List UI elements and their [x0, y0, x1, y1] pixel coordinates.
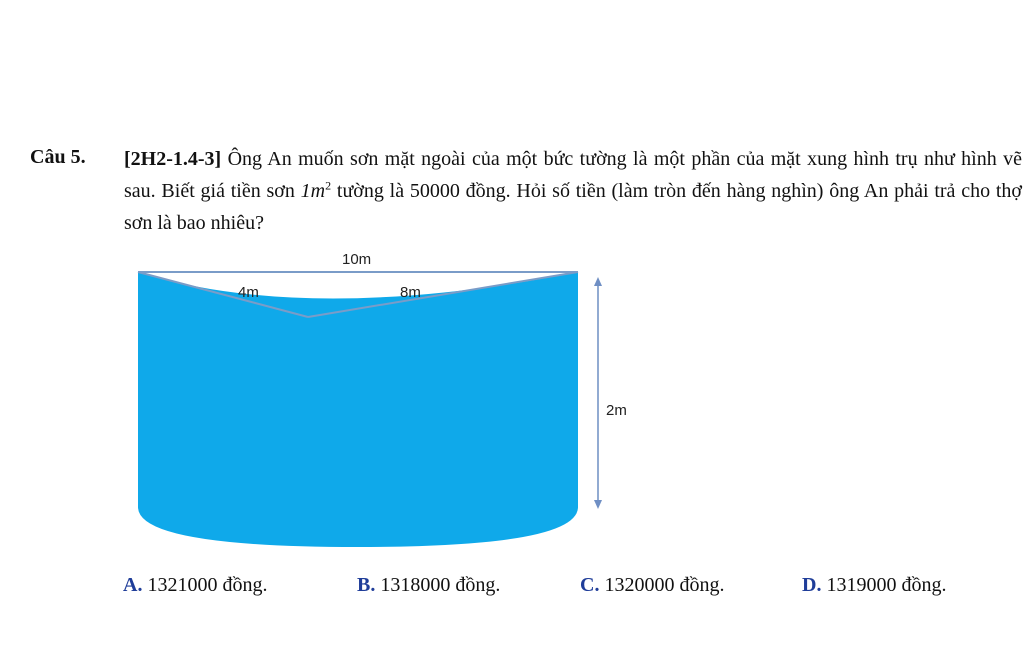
question-text-part2: tường là 50000 đồng. Hỏi số tiền (làm tròn đến hàng nghìn) ông An phải trả cho thợ sơn là bao nhiêu? — [124, 180, 1022, 234]
question-text — [124, 143, 1022, 239]
answer-d-letter: D. — [802, 574, 822, 596]
label-2m: 2m — [606, 402, 627, 419]
label-8m: 8m — [400, 284, 421, 301]
answer-a-letter: A. — [123, 574, 143, 596]
answer-a — [123, 574, 267, 597]
cylinder-wall-figure — [120, 245, 640, 555]
answer-d — [802, 574, 946, 597]
question-number: Câu 5. — [30, 146, 86, 168]
height-arrow-head-up — [594, 277, 602, 286]
label-10m: 10m — [342, 251, 372, 268]
answer-d-text: 1319000 đồng. — [821, 574, 947, 596]
answer-b — [357, 574, 500, 597]
answer-c-letter: C. — [580, 574, 600, 596]
answer-options — [0, 574, 1024, 614]
unit-exponent: 2 — [325, 178, 332, 193]
answer-c-text: 1320000 đồng. — [599, 574, 725, 596]
answer-c — [580, 574, 724, 597]
unit-base: 1m — [300, 180, 326, 202]
height-arrow-head-down — [594, 500, 602, 509]
answer-a-text: 1321000 đồng. — [142, 574, 268, 596]
answer-b-letter: B. — [357, 574, 376, 596]
figure-svg — [120, 245, 640, 555]
question-text-part1: Ông An muốn sơn mặt ngoài của một bức tường là một phần của mặt xung hình trụ như hình vẽ sau. Biết giá tiền sơn — [124, 148, 1022, 202]
question-code: [2H2-1.4-3] — [124, 148, 222, 170]
wall-surface — [138, 272, 578, 547]
answer-b-text: 1318000 đồng. — [375, 574, 501, 596]
label-4m: 4m — [238, 284, 259, 301]
